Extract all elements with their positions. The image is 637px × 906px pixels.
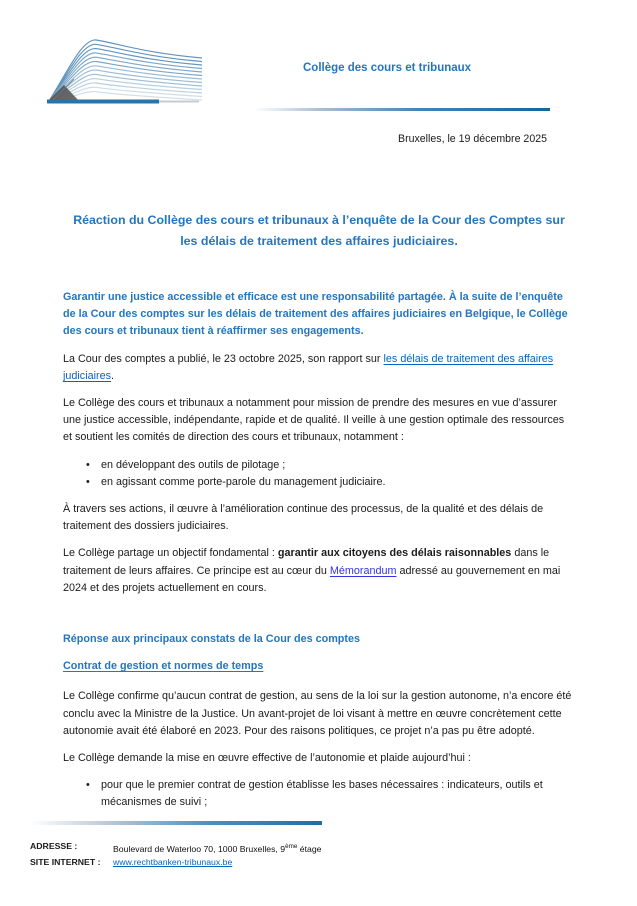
paragraph-mission bbox=[63, 395, 575, 447]
address-superscript: ème bbox=[285, 843, 298, 850]
text-run: À travers ses actions, il œuvre à l’amélioration continue des processus, de la qualité et des délais de traitement des dossiers judiciaires. bbox=[63, 503, 544, 533]
address-label: ADRESSE : bbox=[30, 841, 78, 851]
address-text: Boulevard de Waterloo 70, 1000 Bruxelles, 9 bbox=[113, 843, 286, 854]
lead-paragraph bbox=[63, 289, 575, 341]
text-run: Garantir une justice accessible et efficace est une responsabilité partagée. À la suite de l’enquête de la Cour des comptes sur les délais de traitement des affaires judiciaires en Belgique, le Collège des cours et tribunaux tient à réaffirmer ses engagements. bbox=[63, 291, 568, 338]
text-run: Le Collège partage un objectif fondamental : bbox=[63, 547, 278, 560]
text-run: garantir aux citoyens des délais raisonnables bbox=[277, 547, 512, 560]
text-run: Le Collège des cours et tribunaux a notamment pour mission de prendre des mesures en vue d’assurer une justice accessible, indépendante, rapide et de qualité. Il veille à une gestion optimale des ressources et soutient les comités de direction des cours et tribunaux, notamment : bbox=[63, 397, 565, 444]
body-column bbox=[63, 210, 575, 822]
paragraph-demande bbox=[63, 750, 575, 767]
text-run: La Cour des comptes a publié, le 23 octobre 2025, son rapport sur bbox=[63, 352, 384, 365]
paragraph-objectif bbox=[63, 545, 575, 597]
bullet-item: • en développant des outils de pilotage ; bbox=[86, 457, 575, 474]
address-text-rest: étage bbox=[297, 843, 322, 854]
header-divider bbox=[254, 108, 550, 111]
footer bbox=[30, 840, 322, 870]
website-label: SITE INTERNET : bbox=[30, 857, 101, 868]
bullet-item: • en agissant comme porte-parole du management judiciaire. bbox=[86, 474, 575, 491]
mission-bullets bbox=[63, 457, 575, 491]
date-line: Bruxelles, le 19 décembre 2025 bbox=[398, 133, 547, 145]
footer-website-row bbox=[30, 856, 322, 870]
section-heading-reponse bbox=[63, 631, 575, 648]
document-body bbox=[63, 289, 575, 812]
text-run: . bbox=[111, 369, 115, 382]
bullet-item: • pour que le premier contrat de gestion établisse les bases nécessaires : indicateurs, outils et mécanismes de suivi ; bbox=[86, 777, 575, 811]
paragraph-report bbox=[63, 351, 575, 385]
college-logo-icon bbox=[44, 33, 206, 107]
subheading-contrat bbox=[63, 658, 575, 675]
paragraph-actions bbox=[63, 501, 575, 535]
document-title: Réaction du Collège des cours et tribunaux à l’enquête de la Cour des Comptes sur les délais de traitement des affaires judiciaires. bbox=[73, 213, 565, 248]
org-name: Collège des cours et tribunaux bbox=[303, 62, 472, 74]
text-run: Le Collège demande la mise en œuvre effective de l’autonomie et plaide aujourd’hui : bbox=[63, 752, 471, 765]
text-run: dans le traitement de leurs affaires. Ce principe est au cœur du bbox=[63, 547, 550, 577]
footer-address-row bbox=[30, 840, 322, 856]
footer-divider bbox=[30, 821, 322, 825]
address-value bbox=[113, 840, 322, 856]
memorandum-link[interactable]: Mémorandum bbox=[329, 564, 397, 577]
report-link[interactable]: les délais de traitement des affaires judiciaires bbox=[63, 352, 554, 382]
demande-bullets bbox=[63, 777, 575, 811]
text-run: Réponse aux principaux constats de la Cour des comptes bbox=[63, 633, 360, 646]
text-run: Le Collège confirme qu’aucun contrat de gestion, au sens de la loi sur la gestion autonome, n’a encore été conclu avec la Ministre de la Justice. Un avant-projet de loi visant à mettre en œuvre concrètement cette autonomie avait été élaboré en 2023. Pour des raisons politiques, ce projet n’a pas pu être adopté. bbox=[63, 690, 572, 737]
text-run: Contrat de gestion et normes de temps bbox=[63, 660, 264, 673]
website-link[interactable]: www.rechtbanken-tribunaux.be bbox=[113, 857, 233, 868]
paragraph-contrat bbox=[63, 688, 575, 740]
text-run: adressé au gouvernement en mai 2024 et des projets actuellement en cours. bbox=[63, 564, 561, 594]
